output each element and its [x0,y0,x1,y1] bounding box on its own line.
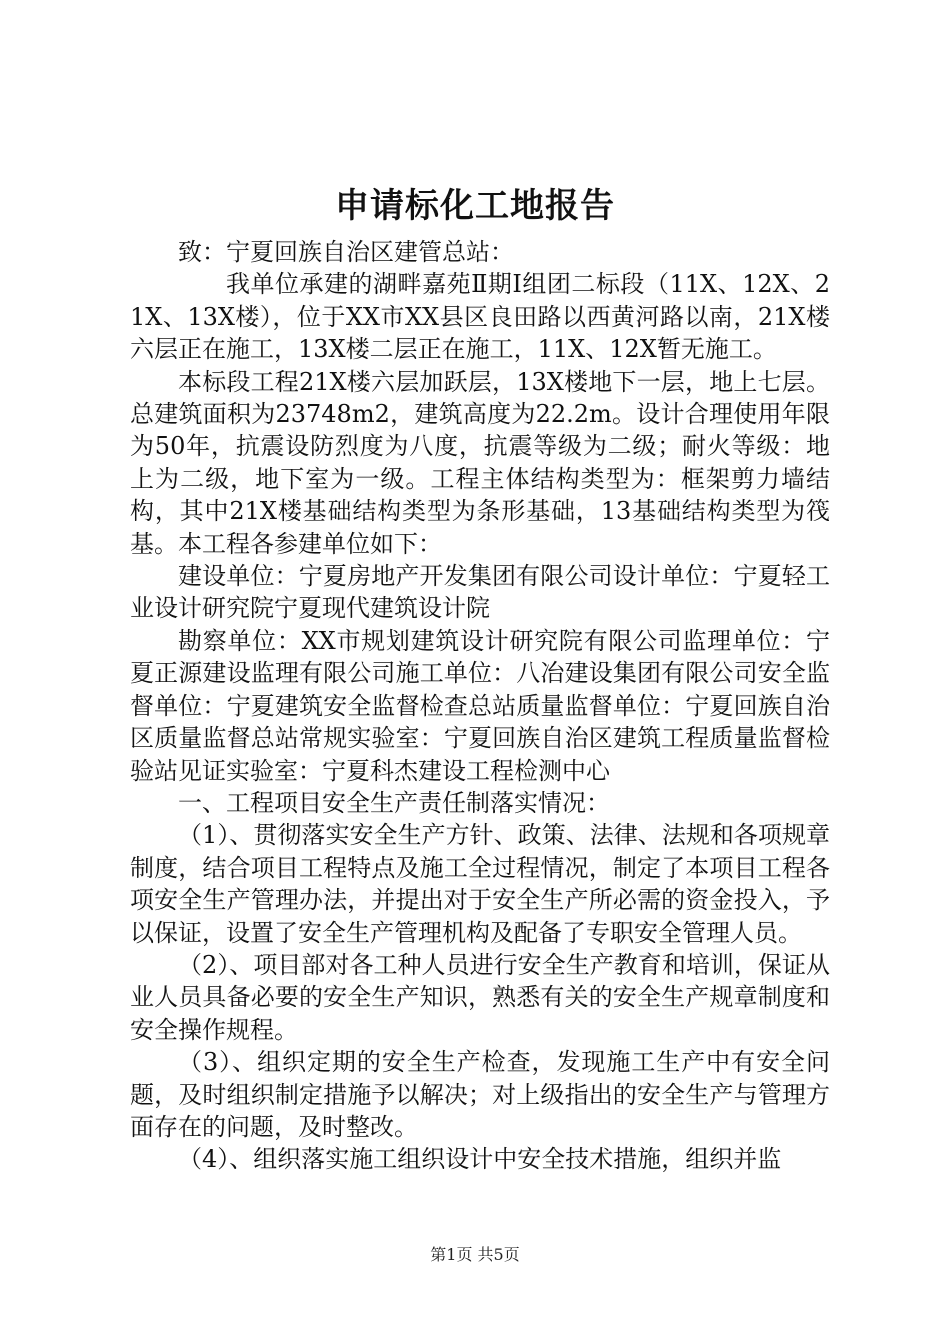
document-body [130,236,830,1176]
list-item-4: （4）、组织落实施工组织设计中安全技术措施，组织并监 [178,1145,782,1174]
document-title: 申请标化工地报告 [335,186,615,226]
list-item-1: （1）、贯彻落实安全生产方针、政策、法律、法规和各项规章制度，结合项目工程特点及施工全过程情况，制定了本项目工程各项安全生产管理办法，并提出对于安全生产所必需的资金投入，予以保证，设置了安全生产管理机构及配备了专职安全管理人员。 [130,821,830,947]
list-item-2: （2）、项目部对各工种人员进行安全生产教育和培训，保证从业人员具备必要的安全生产知识，熟悉有关的安全生产规章制度和安全操作规程。 [130,950,830,1044]
salutation-line: 致：宁夏回族自治区建管总站： [178,238,514,266]
paragraph-project-overview: 本标段工程21X楼六层加跃层，13X楼地下一层，地上七层。总建筑面积为23748m2，建筑高度为22.2m。设计合理使用年限为50年，抗震设防烈度为八度，抗震等级为二级；耐火等级：地上为二级，地下室为一级。工程主体结构类型为：框架剪力墙结构，其中21X楼基础结构类型为条形基础，13基础结构类型为筏基。本工程各参建单位如下： [130,367,830,558]
section-heading-safety-responsibility: 一、工程项目安全生产责任制落实情况： [178,788,610,817]
paragraph-project-location: 我单位承建的湖畔嘉苑Ⅱ期Ⅰ组团二标段（11X、12X、21X、13X楼），位于XX市XX县区良田路以西黄河路以南，21X楼六层正在施工，13X楼二层正在施工，11X、12X暂无施工。 [130,270,830,364]
paragraph-construction-units: 建设单位：宁夏房地产开发集团有限公司设计单位：宁夏轻工业设计研究院宁夏现代建筑设计院 [130,562,830,623]
list-item-3: （3）、组织定期的安全生产检查，发现施工生产中有安全问题，及时组织制定措施予以解决；对上级指出的安全生产与管理方面存在的问题，及时整改。 [130,1048,830,1141]
page-footer: 第1页 共5页 [430,1245,520,1264]
paragraph-survey-units: 勘察单位：XX市规划建筑设计研究院有限公司监理单位：宁夏正源建设监理有限公司施工单位：八冶建设集团有限公司安全监督单位：宁夏建筑安全监督检查总站质量监督单位：宁夏回族自治区质量监督总站常规实验室：宁夏回族自治区建筑工程质量监督检验站见证实验室：宁夏科杰建设工程检测中心 [130,626,830,785]
